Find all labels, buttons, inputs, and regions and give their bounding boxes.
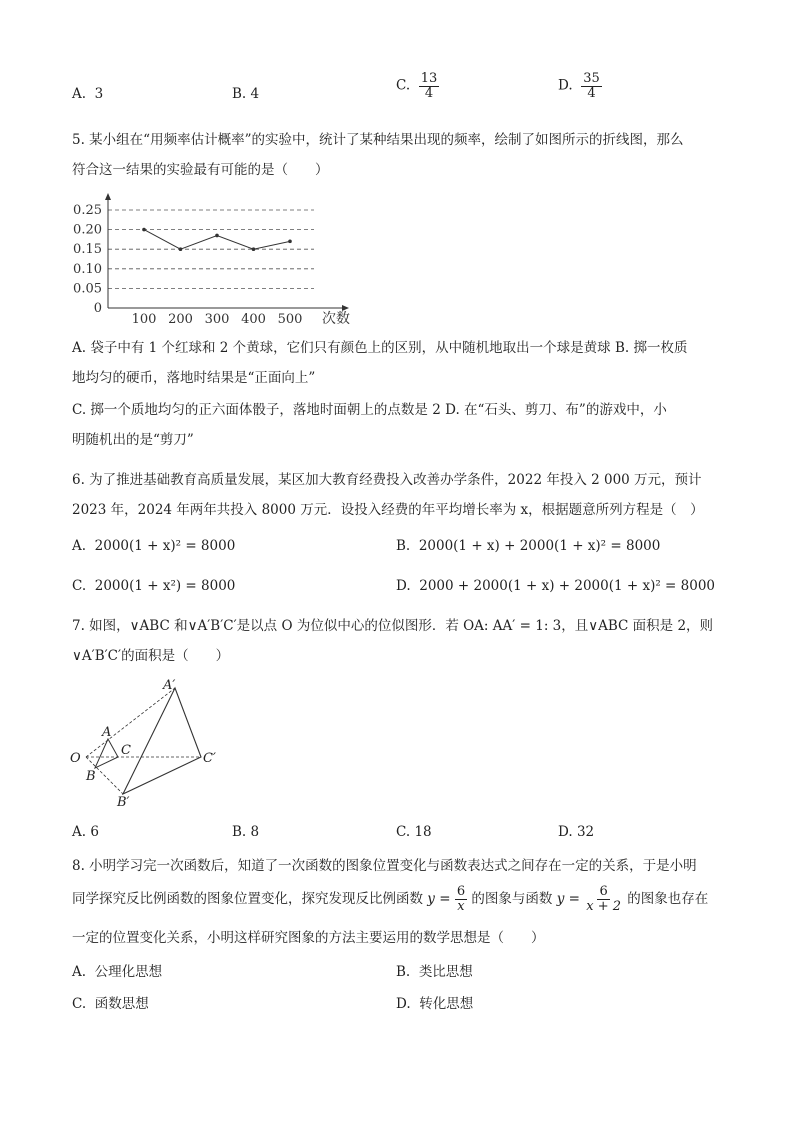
label-A-prime: A′ — [163, 678, 176, 693]
x-tick-label: 100 — [131, 312, 157, 327]
q5-option-line1: A. 袋子中有 1 个红球和 2 个黄球，它们只有颜色上的区别，从中随机地取出一个球是黄球 B. 掷一枚质 — [72, 340, 688, 356]
q5-option-line3: C. 掷一个质地均匀的正六面体骰子，落地时面朝上的点数是 2 D. 在“石头、剪刀、布”的游戏中，小 — [72, 402, 667, 418]
q6-stem-line1: 6. 为了推进基础教育高质量发展，某区加大教育经费投入改善办学条件，2022 年投入 2 000 万元，预计 — [72, 472, 702, 488]
y-tick-labels — [73, 203, 102, 316]
q4-option-a: A. 3 — [72, 86, 104, 102]
label-B-prime: B′ — [117, 795, 130, 808]
q8-stem-line3: 一定的位置变化关系，小明这样研究图象的方法主要运用的数学思想是（ ） — [72, 930, 545, 946]
y-tick-label: 0.25 — [73, 203, 102, 218]
q7-option-a: A. 6 — [72, 824, 99, 840]
q7-option-d: D. 32 — [558, 824, 595, 840]
y-tick-label: 0.15 — [73, 242, 102, 258]
label-O: O — [70, 751, 81, 766]
q8-option-c: C. 函数思想 — [72, 996, 149, 1012]
x-axis-label: 次数 — [322, 311, 350, 327]
x-tick-label: 500 — [277, 312, 303, 327]
data-point — [215, 234, 219, 238]
q4-option-b: B. 4 — [232, 86, 260, 102]
q4-option-d: D. $\frac{35}{4}$ — [558, 71, 600, 101]
data-point — [252, 247, 256, 251]
q6-option-b: B. 2000(1 + x) + 2000(1 + x)² = 8000 — [396, 538, 661, 554]
q7-option-c: C. 18 — [396, 824, 432, 840]
q8-stem-line1: 8. 小明学习完一次函数后，知道了一次函数的图象位置变化与函数表达式之间存在一定的关系，于是小明 — [72, 858, 697, 874]
data-point — [142, 228, 146, 232]
q6-option-a: A. 2000(1 + x)² = 8000 — [72, 538, 236, 554]
label-A: A — [102, 725, 112, 740]
x-tick-label: 200 — [168, 312, 193, 327]
q7-stem-line1: 7. 如图，∨ABC 和∨A′B′C′是以点 O 为位似中心的位似图形．若 OA: AA′ = 1: 3，且∨ABC 面积是 2，则 — [72, 618, 714, 634]
y-tick-label: 0 — [93, 301, 102, 316]
label-C: C — [121, 743, 131, 758]
y-tick-label: 0.10 — [73, 261, 102, 277]
x-tick-label: 400 — [241, 312, 266, 327]
label-B: B — [86, 769, 96, 784]
x-tick-labels — [132, 312, 303, 327]
label-C-prime: C′ — [203, 751, 216, 766]
frequency-series-points — [142, 228, 292, 251]
y-tick-label: 0.05 — [73, 281, 102, 297]
q7-stem-line2: ∨A′B′C′的面积是（ ） — [72, 648, 230, 664]
q5-option-line2: 地均匀的硬币，落地时结果是“正面向上” — [72, 370, 316, 386]
q8-option-b: B. 类比思想 — [396, 964, 473, 980]
homothety-figure — [66, 678, 226, 808]
q6-option-d: D. 2000 + 2000(1 + x) + 2000(1 + x)² = 8000 — [396, 578, 716, 594]
x-tick-label: 300 — [204, 312, 230, 327]
q6-stem-line2: 2023 年，2024 年两年共投入 8000 万元．设投入经费的年平均增长率为 x，根据题意所列方程是（ ） — [72, 502, 704, 518]
q6-option-c: C. 2000(1 + x²) = 8000 — [72, 578, 236, 594]
y-tick-label: 0.20 — [73, 222, 102, 238]
frequency-line-chart — [60, 192, 370, 332]
data-point — [288, 240, 292, 244]
q8-stem-line2: 同学探究反比例函数的图象位置变化，探究发现反比例函数 y = $\frac{6}{x}$ 的图象与函数 y = $\frac{6}{x + 2}$ 的图象也存在 — [72, 884, 709, 914]
q4-option-c: C. $\frac{13}{4}$ — [396, 71, 438, 101]
chart-grid — [108, 210, 314, 288]
frequency-series-line — [144, 230, 290, 250]
q8-option-d: D. 转化思想 — [396, 996, 474, 1012]
q5-stem-line2: 符合这一结果的实验最有可能的是（ ） — [72, 162, 329, 178]
q8-option-a: A. 公理化思想 — [72, 964, 163, 980]
data-point — [179, 247, 183, 251]
q7-option-b: B. 8 — [232, 824, 260, 840]
q5-stem-line1: 5. 某小组在“用频率估计概率”的实验中，统计了某种结果出现的频率，绘制了如图所示的折线图，那么 — [72, 132, 684, 148]
q5-option-line4: 明随机出的是“剪刀” — [72, 432, 194, 448]
